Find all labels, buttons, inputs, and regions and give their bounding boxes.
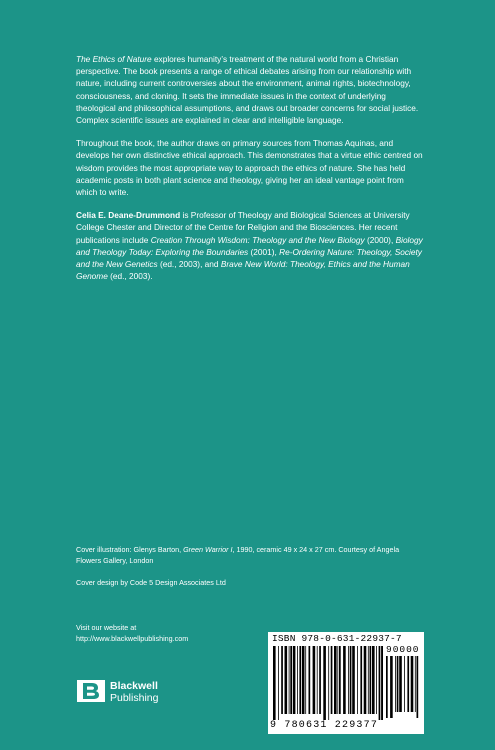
visit-label: Visit our website at bbox=[76, 623, 137, 632]
barcode-addon: 90000 bbox=[386, 644, 420, 655]
design-credit: Cover design by Code 5 Design Associates Ltd bbox=[76, 577, 226, 587]
publisher-name: Blackwell Publishing bbox=[110, 680, 159, 704]
description-paragraph-2: Throughout the book, the author draws on primary sources from Thomas Aquinas, and develops her own distinctive ethical approach. This demonstrates that a virtue ethic centred on wisdom provides the most appropriate way to approach the ethics of nature. She has held academic posts in both plant science and theology, giving her an ideal vantage point from which to write. bbox=[76, 138, 423, 198]
addon-barcode-icon bbox=[386, 656, 420, 718]
barcode-icon bbox=[273, 646, 383, 720]
isbn-text: ISBN 978-0-631-22937-7 bbox=[272, 633, 402, 644]
publisher-logo bbox=[77, 674, 197, 714]
book-title: The Ethics of Nature bbox=[76, 54, 152, 64]
website-info bbox=[76, 622, 276, 645]
illustration-credit: Cover illustration: Glenys Barton, Green Warrior I, 1990, ceramic 49 x 24 x 27 cm. Courtesy of Angela Flowers Gallery, London bbox=[76, 545, 400, 566]
ean-digits: 9 780631 229377 bbox=[270, 720, 379, 731]
author-name: Celia E. Deane-Drummond bbox=[76, 210, 181, 221]
description-paragraph-1: The Ethics of Nature explores humanity’s treatment of the natural world from a Christian perspective. The book presents a range of ethical debates arising from our relationship with nature, including current controversies about the environment, animal rights, biotechnology, consciousness, and cloning. It sets the immediate issues in the context of underlying theological and philosophical assumptions, and draws out broader concerns for social justice. Complex scientific issues are explained in clear and intelligible language. bbox=[76, 54, 419, 126]
blackwell-b-icon bbox=[77, 680, 105, 702]
cover-credits bbox=[76, 544, 426, 598]
website-link[interactable]: http://www.blackwellpublishing.com bbox=[76, 634, 189, 644]
barcode-panel bbox=[268, 632, 424, 734]
author-bio: Celia E. Deane-Drummond is Professor of Theology and Biological Sciences at University College Chester and Director of the Centre for Religion and the Biosciences. Her recent publications include Creation Through Wisdom: Theology and the New Biology (2000), Biology and Theology Today: Exploring the Boundaries (2001), Re-Ordering Nature: Theology, Society and the New Genetics (ed., 2003), and Brave New World: Theology, Ethics and the Human Genome (ed., 2003). bbox=[76, 210, 423, 282]
book-description bbox=[76, 53, 426, 293]
